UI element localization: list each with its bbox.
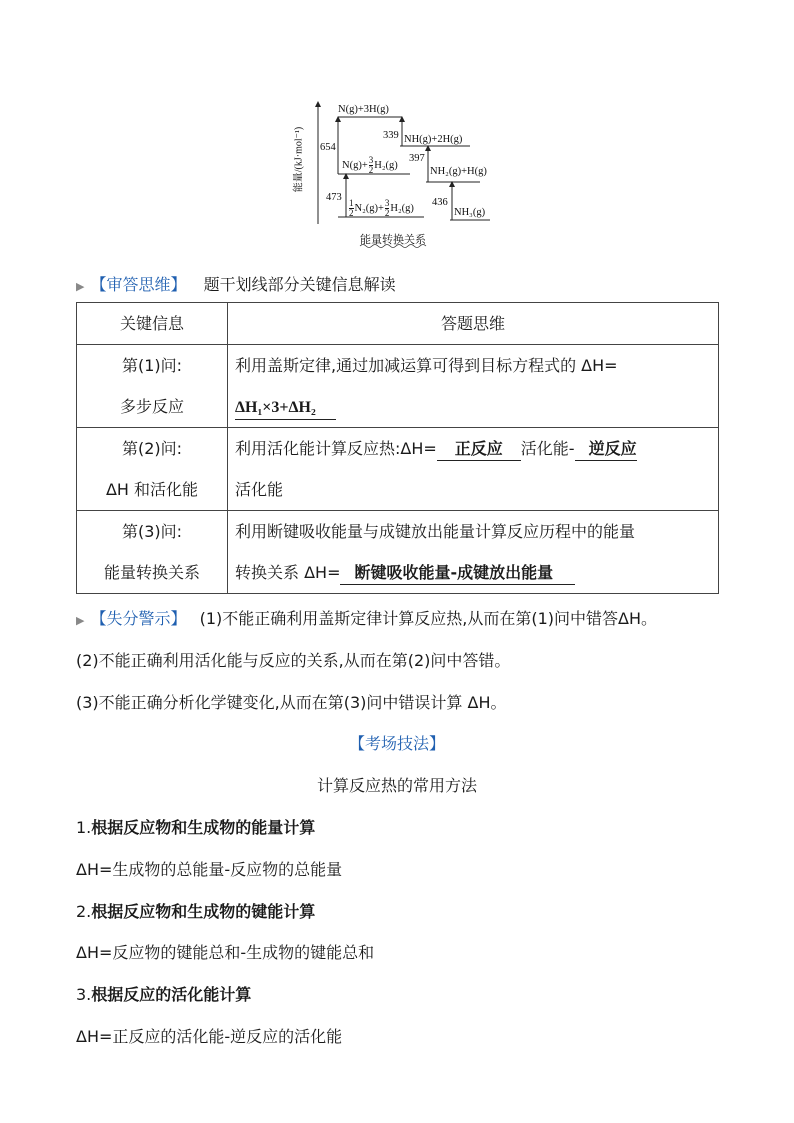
- fraction-1-2: $\frac{1}{2}$: [349, 198, 354, 218]
- triangle-icon: ▶: [76, 614, 85, 627]
- table-row: [77, 428, 719, 511]
- level-label-n-3h: N(g)+3H(g): [338, 104, 389, 115]
- row3-key-line1: 第(3)问:: [121, 522, 183, 541]
- row2-key-line2: ΔH 和活化能: [105, 480, 199, 499]
- fraction-3-2b: $\frac{3}{2}$: [384, 198, 390, 218]
- level-label-nh2-h: NH₂(g)+H(g): [430, 166, 487, 177]
- shenda-tag: 【审答思维】: [90, 275, 187, 294]
- row3-text2: 转换关系 ΔH=: [235, 563, 341, 582]
- value-436: 436: [432, 197, 448, 208]
- row2-text-c: 活化能: [235, 480, 284, 499]
- fraction-3-2: $\frac{3}{2}$: [368, 155, 374, 175]
- method-2-formula: ΔH=反应物的键能总和-生成物的键能总和: [76, 943, 375, 962]
- key-info-table: [76, 302, 719, 594]
- shifen-line1-wrap: [76, 606, 657, 629]
- method-1-title: 1.根据反应物和生成物的能量计算: [76, 818, 316, 837]
- level-label-half-n2: $\frac{1}{2}$ N₂(g)+ $\frac{3}{2}$ H₂(g): [349, 198, 414, 218]
- shifen-line2: (2)不能正确利用活化能与反应的关系,从而在第(2)问中答错。: [76, 651, 511, 670]
- method-3-title: 3.根据反应的活化能计算: [76, 985, 252, 1004]
- y-axis-label: 能量/(kJ·mol⁻¹): [293, 126, 305, 193]
- row3-answer: 断键吸收能量-成键放出能量: [340, 562, 575, 585]
- row1-answer: ΔH₁×3+ΔH₂: [235, 397, 336, 420]
- row1-key-line2: 多步反应: [119, 397, 184, 416]
- row3-text1: 利用断键吸收能量与成键放出能量计算反应历程中的能量: [235, 522, 636, 541]
- header-key: 关键信息: [77, 303, 228, 345]
- shenda-title: 题干划线部分关键信息解读: [203, 275, 396, 294]
- level-label-n-h2: N(g)+ $\frac{3}{2}$ H₂(g): [342, 155, 398, 175]
- level-label-nh-2h: NH(g)+2H(g): [404, 134, 463, 145]
- energy-diagram: [290, 96, 510, 252]
- table-row: [77, 511, 719, 594]
- diagram-caption: 能量转换关系: [360, 234, 426, 246]
- value-473: 473: [326, 192, 342, 203]
- shenda-heading: [76, 272, 396, 295]
- value-339: 339: [383, 130, 399, 141]
- row2-answer-a: 正反应: [437, 438, 521, 461]
- row2-key-line1: 第(2)问:: [121, 439, 183, 458]
- table-header-row: [77, 303, 719, 345]
- value-397: 397: [409, 153, 425, 164]
- row1-key-line1: 第(1)问:: [121, 356, 183, 375]
- kaochang-tag: 【考场技法】: [348, 734, 445, 753]
- value-654: 654: [320, 142, 336, 153]
- shifen-tag: 【失分警示】: [90, 609, 187, 628]
- shifen-line3: (3)不能正确分析化学键变化,从而在第(3)问中错误计算 ΔH。: [76, 693, 507, 712]
- method-2-title: 2.根据反应物和生成物的键能计算: [76, 902, 316, 921]
- row2-answer-b: 逆反应: [575, 438, 637, 461]
- table-row: [77, 345, 719, 428]
- kaochang-subtitle: 计算反应热的常用方法: [316, 776, 477, 795]
- triangle-icon: ▶: [76, 280, 85, 293]
- level-label-nh3: NH₃(g): [454, 207, 486, 218]
- shifen-line1: (1)不能正确利用盖斯定律计算反应热,从而在第(1)问中错答ΔH。: [199, 609, 657, 628]
- row2-text-a: 利用活化能计算反应热:ΔH=: [235, 439, 437, 458]
- row1-text: 利用盖斯定律,通过加减运算可得到目标方程式的 ΔH=: [235, 356, 618, 375]
- row2-text-b: 活化能-: [520, 439, 575, 458]
- method-3-formula: ΔH=正反应的活化能-逆反应的活化能: [76, 1027, 343, 1046]
- row3-key-line2: 能量转换关系: [103, 563, 200, 582]
- method-1-formula: ΔH=生成物的总能量-反应物的总能量: [76, 860, 343, 879]
- header-thinking: 答题思维: [228, 303, 719, 345]
